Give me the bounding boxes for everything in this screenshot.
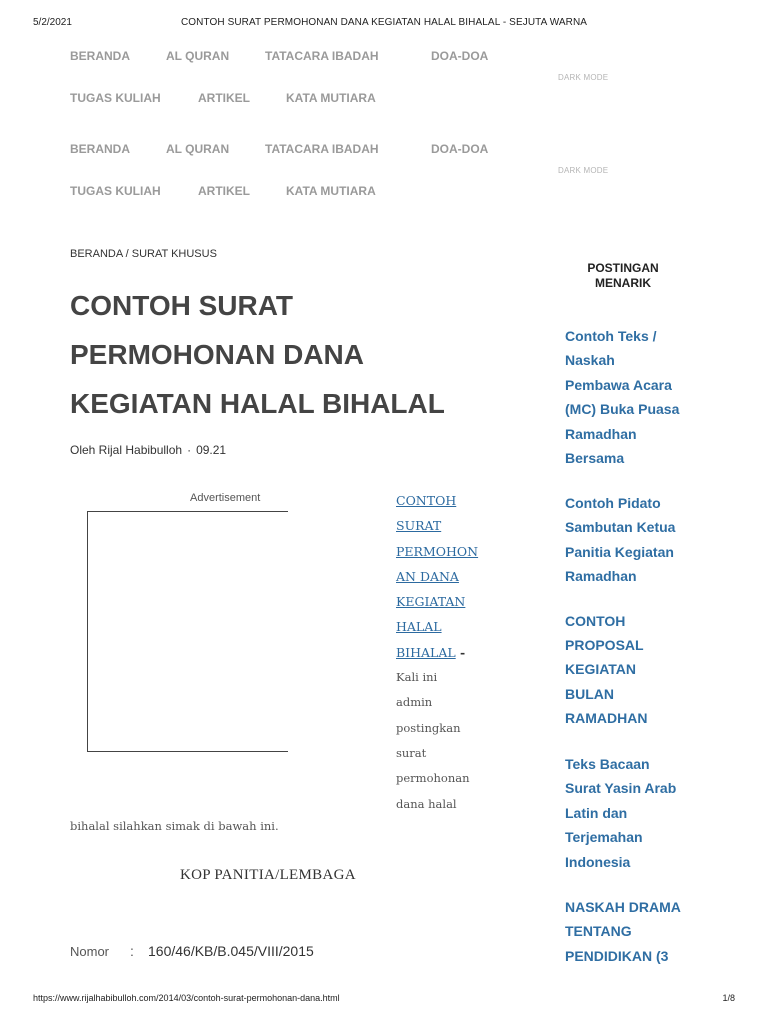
nomor-label: Nomor <box>70 944 110 959</box>
nav-al-quran[interactable]: AL QURAN <box>166 142 230 156</box>
page-title <box>70 281 490 428</box>
nomor-colon: : <box>130 943 134 959</box>
post-line: PROPOSAL <box>565 637 644 654</box>
article-link[interactable]: HALAL <box>396 619 442 635</box>
print-date: 5/2/2021 <box>33 17 72 28</box>
sidebar-post-5[interactable] <box>565 895 695 968</box>
body-line: admin <box>396 695 433 710</box>
nav-tatacara-ibadah[interactable]: TATACARA IBADAH <box>265 142 379 156</box>
body-line: Kali ini <box>396 670 438 685</box>
post-line: CONTOH <box>565 613 626 629</box>
nav-artikel[interactable]: ARTIKEL <box>198 184 250 198</box>
body-tail: bihalal silahkan simak di bawah ini. <box>70 819 279 833</box>
dark-mode-toggle[interactable]: DARK MODE <box>558 73 609 82</box>
nav-beranda[interactable]: BERANDA <box>70 142 130 156</box>
post-line: Latin dan <box>565 804 628 821</box>
body-line: dana halal <box>396 796 457 811</box>
sidebar-post-4[interactable] <box>565 752 695 874</box>
post-line: NASKAH DRAMA <box>565 899 681 915</box>
post-line: (MC) Buka Puasa <box>565 401 680 418</box>
separator-dot: · <box>187 443 192 457</box>
dash: - <box>455 644 466 660</box>
sidebar-heading-line: POSTINGAN <box>587 261 659 275</box>
article-link[interactable]: KEGIATAN <box>396 594 466 610</box>
post-line: Pembawa Acara <box>565 376 672 393</box>
body-line: surat <box>396 745 427 760</box>
article-link[interactable]: CONTOH <box>396 493 457 508</box>
nav-al-quran[interactable]: AL QURAN <box>166 49 230 63</box>
post-line: Naskah <box>565 352 615 369</box>
sidebar-heading-line: MENARIK <box>595 276 651 290</box>
byline <box>70 443 226 457</box>
article-link[interactable]: SURAT <box>396 518 442 534</box>
page-number: 1/8 <box>722 993 735 1003</box>
sidebar-post-1[interactable] <box>565 324 695 470</box>
author[interactable]: Oleh Rijal Habibulloh <box>70 443 183 457</box>
nav-tugas-kuliah[interactable]: TUGAS KULIAH <box>70 91 161 105</box>
sidebar-heading <box>568 261 678 291</box>
post-line: PENDIDIKAN (3 <box>565 947 669 964</box>
post-line: Indonesia <box>565 853 631 870</box>
post-line: Sambutan Ketua <box>565 519 676 536</box>
nav-tugas-kuliah[interactable]: TUGAS KULIAH <box>70 184 161 198</box>
post-line: Contoh Pidato <box>565 495 661 511</box>
post-line: Contoh Teks / <box>565 328 657 344</box>
print-url: https://www.rijalhabibulloh.com/2014/03/contoh-surat-permohonan-dana.html <box>33 993 340 1003</box>
body-line: postingkan <box>396 720 461 735</box>
article-link[interactable]: BIHALAL <box>396 644 456 660</box>
nav-tatacara-ibadah[interactable]: TATACARA IBADAH <box>265 49 379 63</box>
post-line: Terjemahan <box>565 829 643 846</box>
print-document-title: CONTOH SURAT PERMOHONAN DANA KEGIATAN HALAL BIHALAL - SEJUTA WARNA <box>180 17 588 28</box>
nav-artikel[interactable]: ARTIKEL <box>198 91 250 105</box>
body-line: permohonan <box>396 771 470 786</box>
nav-beranda[interactable]: BERANDA <box>70 49 130 63</box>
post-line: KEGIATAN <box>565 661 637 678</box>
nav-doa-doa[interactable]: DOA-DOA <box>431 142 489 156</box>
title-line: PERMOHONAN DANA <box>70 339 364 370</box>
post-line: Teks Bacaan <box>565 756 650 772</box>
post-line: Surat Yasin Arab <box>565 780 677 797</box>
post-line: Panitia Kegiatan <box>565 543 674 560</box>
sidebar-post-2[interactable] <box>565 491 695 589</box>
post-line: Bersama <box>565 450 625 467</box>
sidebar-post-3[interactable] <box>565 609 695 730</box>
advertisement-label: Advertisement <box>190 492 261 504</box>
title-line: CONTOH SURAT <box>70 290 293 321</box>
nav-kata-mutiara[interactable]: KATA MUTIARA <box>286 184 376 198</box>
breadcrumb[interactable]: BERANDA / SURAT KHUSUS <box>70 248 217 260</box>
article-link[interactable]: PERMOHON <box>396 543 479 559</box>
kop-heading: KOP PANITIA/LEMBAGA <box>180 867 356 883</box>
article-intro <box>396 488 486 817</box>
advertisement-frame[interactable] <box>87 511 288 752</box>
article-link[interactable]: AN DANA <box>396 568 459 584</box>
nav-kata-mutiara[interactable]: KATA MUTIARA <box>286 91 376 105</box>
post-line: RAMADHAN <box>565 709 648 726</box>
dark-mode-toggle[interactable]: DARK MODE <box>558 166 609 175</box>
post-line: TENTANG <box>565 923 632 940</box>
post-line: Ramadhan <box>565 425 637 442</box>
title-line: KEGIATAN HALAL BIHALAL <box>70 388 445 419</box>
post-line: Ramadhan <box>565 568 637 585</box>
nomor-value: 160/46/KB/B.045/VIII/2015 <box>148 943 314 959</box>
post-time: 09.21 <box>196 443 227 457</box>
post-line: BULAN <box>565 685 614 702</box>
print-header <box>0 17 768 31</box>
nav-doa-doa[interactable]: DOA-DOA <box>431 49 489 63</box>
